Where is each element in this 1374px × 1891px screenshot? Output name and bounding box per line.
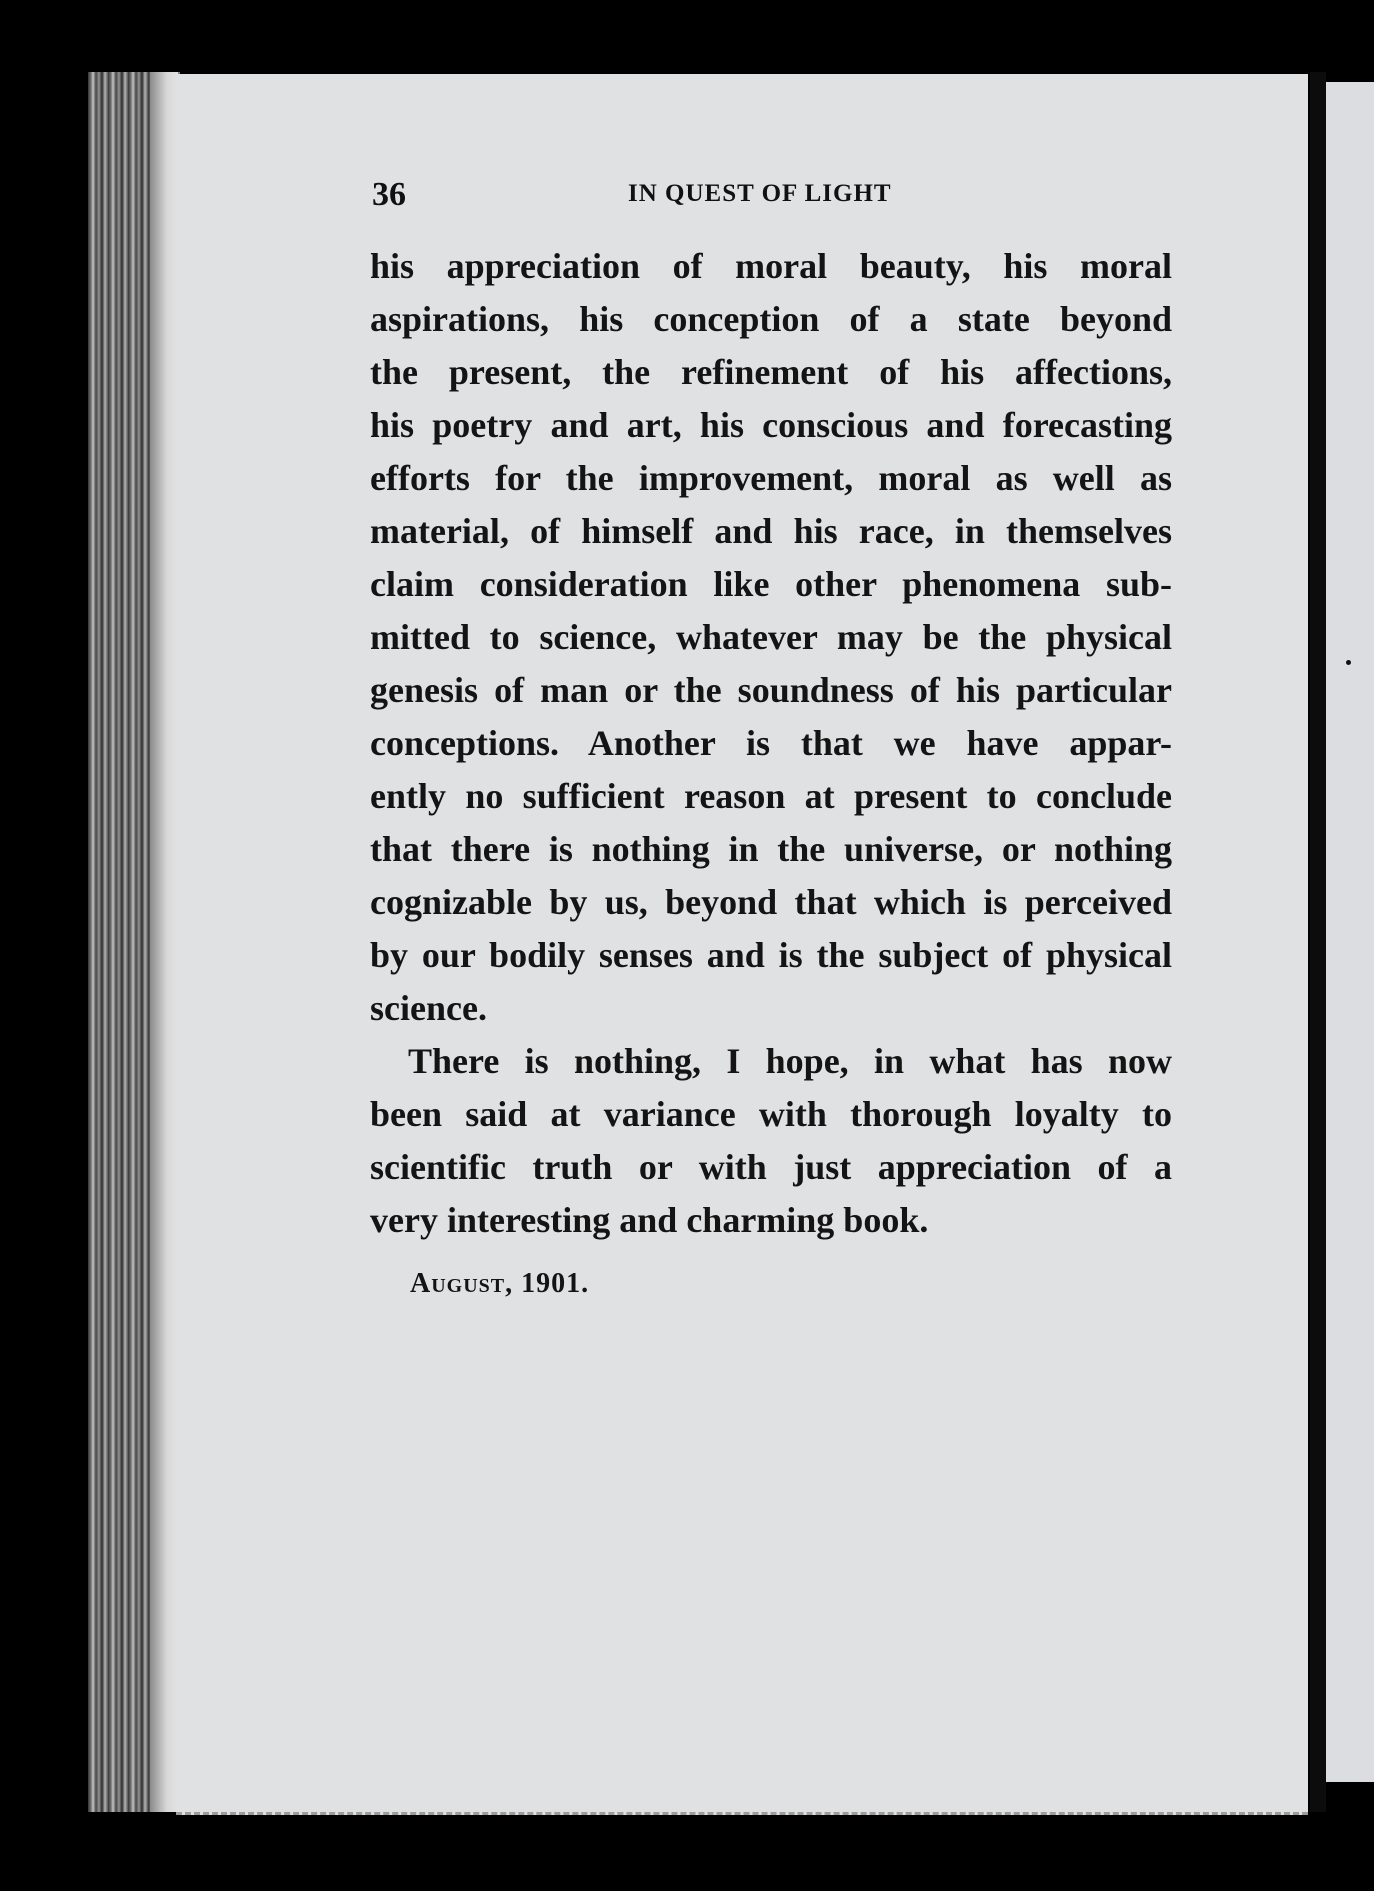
- text-line: mitted to science, whatever may be the physical: [370, 617, 1172, 657]
- text-line: material, of himself and his race, in themselves: [370, 511, 1172, 551]
- running-head: IN QUEST OF LIGHT: [628, 180, 892, 207]
- paragraph: [370, 240, 1172, 1035]
- text-line: cognizable by us, beyond that which is perceived: [370, 882, 1172, 922]
- text-line: conceptions. Another is that we have appar-: [370, 723, 1172, 763]
- text-line: aspirations, his conception of a state beyond: [370, 299, 1172, 339]
- page-gutter-shadow: [150, 72, 178, 1812]
- text-line: that there is nothing in the universe, or nothing: [370, 829, 1172, 869]
- scan-speck: [1346, 660, 1351, 665]
- text-line: efforts for the improvement, moral as well as: [370, 458, 1172, 498]
- text-line: the present, the refinement of his affections,: [370, 352, 1172, 392]
- text-line: by our bodily senses and is the subject of physical: [370, 935, 1172, 975]
- facing-page-edge: [1326, 82, 1374, 1782]
- paragraph: [370, 1035, 1172, 1247]
- date-signoff: August, 1901.: [410, 1268, 590, 1299]
- page-divider: [1310, 72, 1326, 1812]
- text-line: ently no sufficient reason at present to conclude: [370, 776, 1172, 816]
- text-line: been said at variance with thorough loyalty to: [370, 1094, 1172, 1134]
- text-line: science.: [370, 988, 487, 1028]
- page-number: 36: [372, 176, 406, 213]
- text-line: scientific truth or with just appreciation of a: [370, 1147, 1172, 1187]
- text-line: claim consideration like other phenomena sub-: [370, 564, 1172, 604]
- text-line: There is nothing, I hope, in what has now: [408, 1041, 1172, 1081]
- text-line: genesis of man or the soundness of his particular: [370, 670, 1172, 710]
- text-line: his poetry and art, his conscious and forecasting: [370, 405, 1172, 445]
- body-text: [370, 240, 1172, 1247]
- text-line: very interesting and charming book.: [370, 1200, 929, 1240]
- page-header: [372, 176, 1172, 216]
- text-line: his appreciation of moral beauty, his moral: [370, 246, 1172, 286]
